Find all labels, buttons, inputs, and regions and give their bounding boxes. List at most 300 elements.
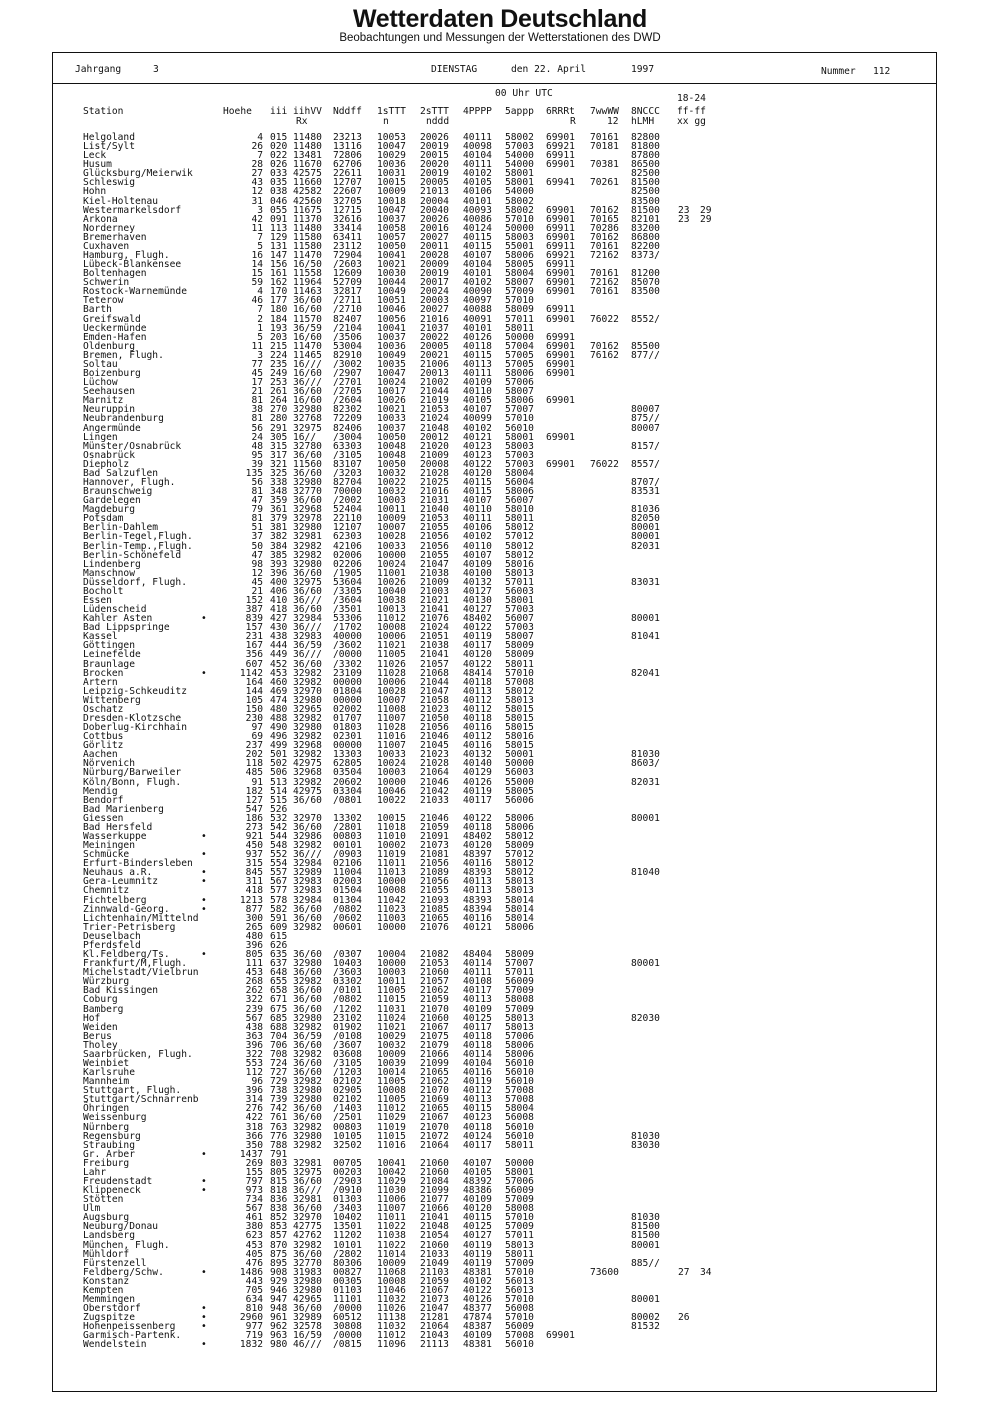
group-4pppp: 40115 [463,476,492,488]
group-nddff: /3305 [333,585,362,597]
mountain-marker: • [201,949,207,961]
group-nddff: 80306 [333,1257,362,1269]
group-4pppp: 40130 [463,594,492,606]
group-iihvv: 36/60 [293,985,322,997]
group-5appp: 58012 [505,867,534,879]
group-6rrrt: 69901 [546,132,575,143]
group-iihvv: 11480 [293,222,322,234]
station-id: 438 [270,631,288,643]
group-6rrrt: 69901 [546,159,575,171]
group-1sttt: 10046 [377,304,406,316]
group-2sttt: 21082 [420,949,449,961]
group-4pppp: 40111 [463,368,492,380]
group-iihvv: 36/60 [293,658,322,670]
group-4pppp: 40105 [463,1166,492,1178]
group-4pppp: 40110 [463,504,492,516]
group-5appp: 56009 [505,976,534,988]
station-height: 1213 [239,894,263,906]
group-4pppp: 40119 [463,631,492,643]
group-8nccc: 86500 [631,159,660,171]
group-iihvv: 32982 [293,676,322,688]
group-2sttt: 21006 [420,358,449,370]
group-5appp: 57007 [505,958,534,970]
station-name: Gardelegen [83,495,141,507]
group-1sttt: 10044 [377,277,406,289]
group-iihvv: 32980 [293,694,322,706]
group-iihvv: 32970 [293,685,322,697]
station-name: Coburg [83,994,118,1006]
group-iihvv: 16/60 [293,304,322,316]
group-4pppp: 48402 [463,613,492,625]
group-iihvv: 36/60 [293,912,322,924]
station-id: 542 [270,821,288,833]
station-id: 961 [270,1312,288,1324]
group-iihvv: 36/60 [293,1112,322,1124]
station-id: 929 [270,1275,288,1287]
station-id: 557 [270,867,288,879]
station-id: 348 [270,486,288,498]
station-id: 147 [270,250,288,262]
group-1sttt: 10008 [377,885,406,897]
group-nddff: /2501 [333,1112,362,1124]
group-4pppp: 40102 [463,422,492,434]
group-4pppp: 40107 [463,250,492,262]
group-7wwww: 70161 [590,240,619,252]
station-height: 387 [245,604,263,616]
station-id: 895 [270,1257,288,1269]
group-1sttt: 10000 [377,776,406,788]
group-iihvv: 32982 [293,1076,322,1088]
group-1sttt: 11021 [377,640,406,652]
group-4pppp: 40122 [463,1284,492,1296]
group-8nccc: 82101 [631,213,660,225]
group-1sttt: 11026 [377,1303,406,1315]
group-8nccc: 80001 [631,812,660,824]
station-height: 1486 [239,1266,263,1278]
group-5appp: 58009 [505,949,534,961]
group-ff-xx: 27 [678,1266,690,1278]
group-5appp: 50000 [505,1157,534,1169]
group-1sttt: 11013 [377,867,406,879]
group-5appp: 57010 [505,1294,534,1305]
group-5appp: 58012 [505,858,534,870]
group-nddff: /1203 [333,1067,362,1079]
group-iihvv: 11660 [293,177,322,189]
station-height: 157 [245,622,263,634]
group-4pppp: 40121 [463,921,492,933]
group-2sttt: 21070 [420,1121,449,1133]
group-5appp: 57010 [505,1312,534,1324]
group-1sttt: 10032 [377,467,406,479]
group-7wwww: 70161 [590,132,619,143]
group-5appp: 50000 [505,222,534,234]
group-7wwww: 70261 [590,177,619,189]
station-name: Pferdsfeld [83,939,141,951]
station-name: München, Flugh. [83,1239,170,1251]
mountain-marker: • [201,1303,207,1315]
group-nddff: /2603 [333,259,362,271]
group-5appp: 58006 [505,812,534,824]
group-8nccc: 80001 [631,531,660,543]
group-nddff: /3602 [333,640,362,652]
station-name: Hannover, Flugh. [83,476,176,488]
station-id: 704 [270,1030,288,1042]
group-2sttt: 21060 [420,1239,449,1251]
station-height: 237 [245,740,263,752]
group-7wwww: 76022 [590,458,619,470]
group-2sttt: 20019 [420,268,449,280]
group-1sttt: 10033 [377,540,406,552]
group-4pppp: 40093 [463,204,492,216]
station-id: 131 [270,240,288,252]
group-iihvv: 32982 [293,749,322,761]
group-1sttt: 10037 [377,213,406,225]
group-8nccc: 82031 [631,776,660,788]
station-height: 28 [251,159,263,171]
group-iihvv: 36/60 [293,1248,322,1260]
station-name: Husum [83,159,112,171]
group-4pppp: 40116 [463,722,492,734]
station-name: Berus [83,1030,112,1042]
group-2sttt: 20013 [420,368,449,380]
group-4pppp: 40109 [463,1003,492,1015]
station-id: 626 [270,939,288,951]
group-2sttt: 21064 [420,1139,449,1151]
group-iihvv: 42965 [293,1294,322,1305]
col-1sttt-sub: n [383,116,389,127]
station-name: Freudenstadt [83,1175,153,1187]
group-8nccc: 80001 [631,1294,660,1305]
station-name: Kiel-Holtenau [83,195,159,207]
group-4pppp: 40104 [463,1057,492,1069]
station-id: 554 [270,858,288,870]
group-nddff: 02006 [333,549,362,561]
jahrgang-label: Jahrgang [75,64,122,75]
group-5appp: 56010 [505,1076,534,1088]
group-nddff: 01902 [333,1021,362,1033]
group-2sttt: 21054 [420,1230,449,1242]
station-height: 14 [251,259,263,271]
station-height: 453 [245,1239,263,1251]
group-iihvv: 36/60 [293,1039,322,1051]
group-8nccc: 82050 [631,513,660,525]
group-4pppp: 40118 [463,1030,492,1042]
group-2sttt: 21081 [420,849,449,861]
group-6rrrt: 69901 [546,431,575,443]
group-1sttt: 11068 [377,1266,406,1278]
group-4pppp: 40140 [463,758,492,770]
station-name: Westermarkelsdorf [83,204,182,216]
station-id: 235 [270,358,288,370]
station-height: 4 [257,132,263,143]
group-2sttt: 21021 [420,594,449,606]
group-nddff: 00305 [333,1275,362,1287]
group-7wwww: 70165 [590,213,619,225]
group-nddff: /3105 [333,449,362,461]
group-nddff: 10105 [333,1130,362,1142]
group-2sttt: 21047 [420,558,449,570]
group-5appp: 58008 [505,994,534,1006]
group-4pppp: 40126 [463,776,492,788]
station-name: Bremen, Flugh. [83,349,164,361]
col-ff-sub: xx gg [677,116,706,127]
group-iihvv: 36/60 [293,967,322,979]
group-5appp: 57004 [505,340,534,352]
mountain-marker: • [201,1312,207,1324]
station-id: 253 [270,377,288,389]
group-4pppp: 40100 [463,567,492,579]
group-8nccc: 83031 [631,576,660,588]
group-1sttt: 10051 [377,295,406,307]
group-5appp: 56010 [505,1067,534,1079]
group-5appp: 54000 [505,186,534,198]
station-height: 231 [245,631,263,643]
station-id: 280 [270,413,288,425]
station-name: Marnitz [83,395,124,407]
group-4pppp: 40111 [463,159,492,171]
station-height: 5 [257,331,263,343]
group-nddff: 53004 [333,340,362,352]
group-2sttt: 20024 [420,286,449,298]
station-name: Neuhaus a.R. [83,867,153,879]
group-4pppp: 40117 [463,1139,492,1151]
group-nddff: /2801 [333,821,362,833]
station-height: 322 [245,994,263,1006]
time-range-label: 18-24 [677,93,706,104]
station-name: Tholey [83,1039,118,1051]
group-iihvv: 11670 [293,159,322,171]
group-1sttt: 10024 [377,758,406,770]
station-id: 658 [270,985,288,997]
station-name: Berlin-Temp.,Flugh. [83,540,193,552]
group-4pppp: 40108 [463,976,492,988]
group-nddff: 52404 [333,504,362,516]
mountain-marker: • [201,1175,207,1187]
station-id: 338 [270,476,288,488]
group-iihvv: 32983 [293,876,322,888]
group-8nccc: 885// [631,1257,660,1269]
group-nddff: /1403 [333,1103,362,1115]
station-id: 488 [270,713,288,724]
group-6rrrt: 69901 [546,204,575,216]
group-1sttt: 11030 [377,1185,406,1197]
group-2sttt: 21060 [420,967,449,979]
group-nddff: 13303 [333,749,362,761]
group-1sttt: 11024 [377,1012,406,1024]
group-8nccc: 8603/ [631,758,660,770]
group-2sttt: 21070 [420,1085,449,1097]
station-name: Boizenburg [83,368,141,380]
group-1sttt: 10029 [377,1030,406,1042]
group-iihvv: 36/// [293,377,322,389]
group-4pppp: 40126 [463,1294,492,1305]
group-4pppp: 40120 [463,467,492,479]
group-5appp: 57011 [505,313,534,325]
group-1sttt: 11042 [377,894,406,906]
station-name: Bocholt [83,585,124,597]
station-height: 315 [245,858,263,870]
station-name: Angermünde [83,422,141,434]
group-5appp: 58003 [505,440,534,452]
group-nddff: 00000 [333,694,362,706]
group-6rrrt: 69911 [546,259,575,271]
station-id: 591 [270,912,288,924]
station-id: 400 [270,576,288,588]
group-iihvv: 32980 [293,1130,322,1142]
station-name: Leinefelde [83,649,141,661]
station-id: 962 [270,1321,288,1333]
station-id: 026 [270,159,288,171]
station-height: 623 [245,1230,263,1242]
group-5appp: 58011 [505,1248,534,1260]
group-iihvv: 32982 [293,840,322,852]
station-id: 224 [270,349,288,361]
group-1sttt: 11007 [377,740,406,752]
group-5appp: 57005 [505,349,534,361]
col-4pppp: 4PPPP [463,106,492,117]
group-5appp: 57008 [505,676,534,688]
station-id: 708 [270,1048,288,1060]
group-8nccc: 81800 [631,141,660,153]
group-1sttt: 10049 [377,286,406,298]
station-id: 838 [270,1203,288,1215]
group-iihvv: 32984 [293,613,322,625]
group-5appp: 57005 [505,358,534,370]
station-id: 724 [270,1057,288,1069]
group-nddff: /3203 [333,467,362,479]
group-8nccc: 83200 [631,222,660,234]
station-height: 118 [245,758,263,770]
station-id: 853 [270,1221,288,1233]
station-name: Trier-Petrisberg [83,921,176,933]
group-2sttt: 20017 [420,277,449,289]
group-nddff: 62303 [333,531,362,543]
group-5appp: 57003 [505,449,534,461]
group-1sttt: 10038 [377,594,406,606]
group-iihvv: 36/60 [293,903,322,915]
group-5appp: 58006 [505,395,534,407]
group-6rrrt: 69921 [546,141,575,153]
station-name: Augsburg [83,1212,130,1224]
group-6rrrt: 69921 [546,250,575,262]
col-iihvv-sub: Rx [296,116,308,127]
group-5appp: 58008 [505,1203,534,1215]
col-5appp: 5appp [505,106,534,117]
station-id: 264 [270,395,288,407]
station-id: 129 [270,231,288,243]
station-name: Manschnow [83,567,135,579]
station-height: 24 [251,431,263,443]
group-5appp: 57010 [505,295,534,307]
group-5appp: 56003 [505,767,534,779]
group-1sttt: 11031 [377,1003,406,1015]
group-4pppp: 40112 [463,731,492,743]
group-2sttt: 21070 [420,1003,449,1015]
group-1sttt: 11005 [377,649,406,661]
group-4pppp: 48402 [463,831,492,843]
station-height: 1142 [239,667,263,679]
group-iihvv: 36/60 [293,794,322,806]
group-5appp: 58006 [505,821,534,833]
station-height: 16 [251,250,263,262]
station-height: 366 [245,1130,263,1142]
group-4pppp: 40117 [463,794,492,806]
station-name: Zinnwald-Georg. [83,903,170,915]
station-height: 7 [257,231,263,243]
station-id: 544 [270,831,288,843]
station-height: 396 [245,1039,263,1051]
station-name: Teterow [83,295,124,307]
col-8nccc-sub: hLMH [631,116,655,127]
group-8nccc: 81036 [631,504,660,516]
group-iihvv: 36/60 [293,1303,322,1315]
group-1sttt: 11028 [377,667,406,679]
station-name: Weiden [83,1021,118,1033]
group-4pppp: 40088 [463,304,492,316]
group-4pppp: 40123 [463,440,492,452]
group-1sttt: 10026 [377,395,406,407]
group-5appp: 58003 [505,231,534,243]
group-5appp: 56009 [505,1185,534,1197]
page-subtitle: Beobachtungen und Messungen der Wetterstationen des DWD [339,32,661,44]
col-iihvv: iihVV [293,106,322,117]
group-2sttt: 21038 [420,640,449,652]
group-7wwww: 72162 [590,277,619,289]
group-4pppp: 40119 [463,1076,492,1088]
station-height: 607 [245,658,263,670]
group-8nccc: 81040 [631,867,660,879]
group-4pppp: 40114 [463,1048,492,1060]
station-id: 460 [270,676,288,688]
group-2sttt: 20026 [420,213,449,225]
group-4pppp: 40112 [463,1085,492,1097]
group-4pppp: 48377 [463,1303,492,1315]
group-1sttt: 10007 [377,694,406,706]
group-1sttt: 11005 [377,1094,406,1106]
station-name: Feldberg/Schw. [83,1266,164,1278]
station-height: 443 [245,1275,263,1287]
station-name: Glücksburg/Meierwik [83,168,193,180]
station-id: 637 [270,958,288,970]
group-7wwww: 70286 [590,222,619,234]
group-4pppp: 40118 [463,676,492,688]
col-7wwww: 7wwWW [590,106,619,117]
group-1sttt: 11019 [377,1121,406,1133]
station-height: 47 [251,495,263,507]
group-iihvv: 13481 [293,150,322,162]
station-height: 262 [245,985,263,997]
station-name: Bamberg [83,1003,124,1015]
group-1sttt: 11016 [377,1139,406,1151]
station-name: Gr. Arber [83,1148,135,1160]
group-8nccc: 83531 [631,486,660,498]
station-id: 615 [270,930,288,942]
group-iihvv: 16/50 [293,259,322,271]
group-2sttt: 21046 [420,812,449,824]
station-id: 261 [270,386,288,398]
group-iihvv: 42560 [293,195,322,207]
station-id: 249 [270,368,288,380]
station-id: 113 [270,222,288,234]
col-1sttt: 1sTTT [377,106,406,117]
page-title: Wetterdaten Deutschland [352,5,648,33]
group-2sttt: 21062 [420,1076,449,1088]
station-height: 112 [245,1067,263,1079]
station-name: Bremerhaven [83,231,147,243]
group-4pppp: 40129 [463,767,492,779]
group-nddff: 02102 [333,1076,362,1088]
group-nddff: 00203 [333,1166,362,1178]
